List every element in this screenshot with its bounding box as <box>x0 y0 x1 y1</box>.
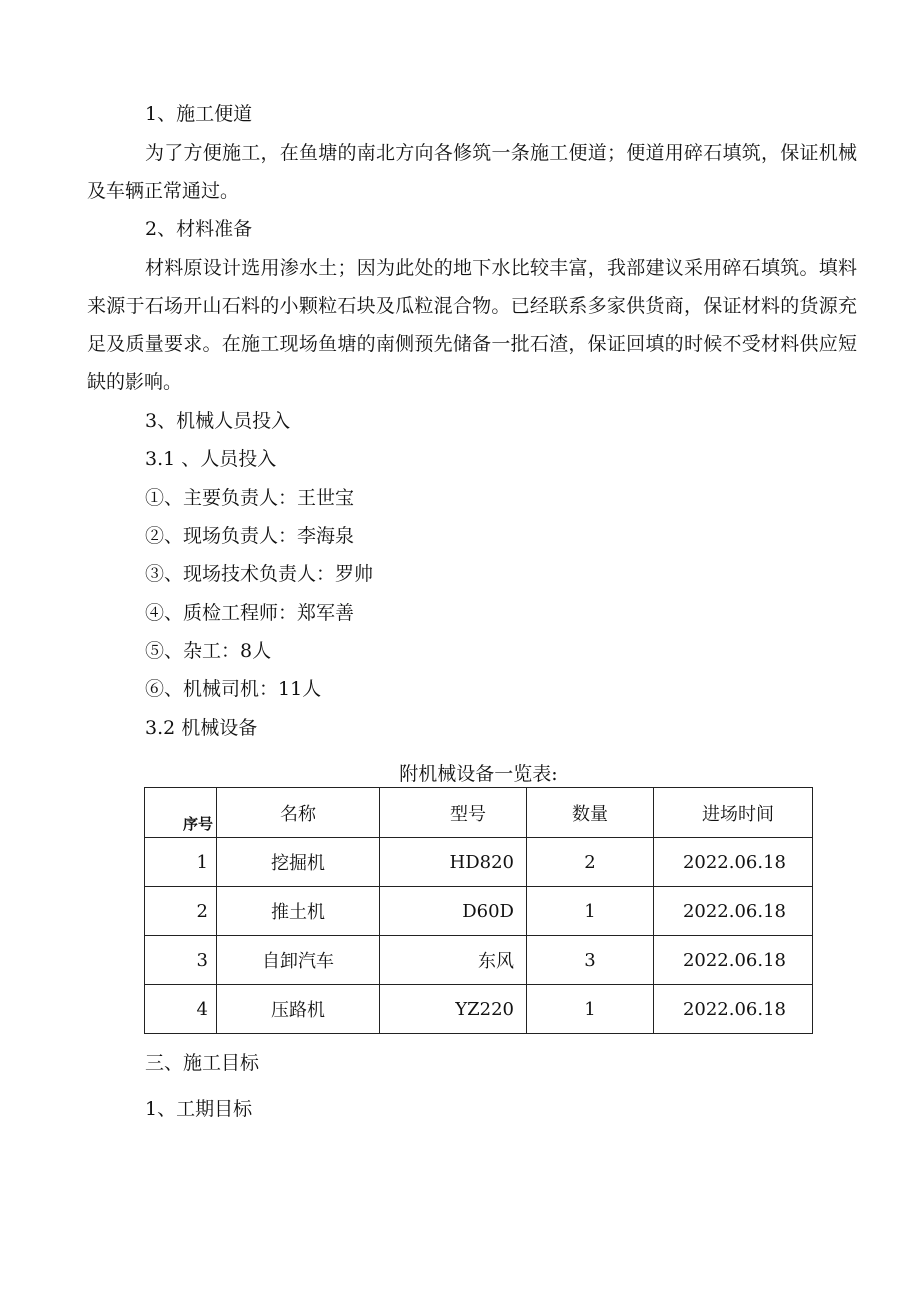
cell-model: 东风 <box>380 936 527 985</box>
cell-no: 2 <box>145 887 217 936</box>
section-heading-machinery-personnel: 3、机械人员投入 <box>145 410 291 432</box>
table-header-row <box>145 788 813 838</box>
cell-date: 2022.06.18 <box>654 887 813 936</box>
subheading-machinery: 3.2 机械设备 <box>145 717 258 739</box>
subheading-schedule-goal: 1、工期目标 <box>145 1098 253 1120</box>
header-cell-model <box>380 788 527 838</box>
cell-qty: 1 <box>527 887 654 936</box>
cell-model: HD820 <box>380 838 527 887</box>
equipment-table <box>144 787 813 1034</box>
cell-name: 挖掘机 <box>217 838 380 887</box>
header-cell-qty: 数量 <box>527 788 654 838</box>
cell-name: 推土机 <box>217 887 380 936</box>
header-no-label: 序号 <box>182 815 213 833</box>
cell-model: YZ220 <box>380 985 527 1034</box>
personnel-item: ④、质检工程师：郑军善 <box>145 602 355 624</box>
personnel-item: ⑥、机械司机：11人 <box>145 678 322 700</box>
cell-name: 自卸汽车 <box>217 936 380 985</box>
cell-qty: 2 <box>527 838 654 887</box>
header-date-label: 进场时间 <box>702 803 774 825</box>
personnel-item: ③、现场技术负责人：罗帅 <box>145 563 374 585</box>
cell-date: 2022.06.18 <box>654 936 813 985</box>
cell-model: D60D <box>380 887 527 936</box>
paragraph-access-road: 为了方便施工，在鱼塘的南北方向各修筑一条施工便道；便道用碎石填筑，保证机械及车辆正常通过。 <box>87 142 857 202</box>
header-cell-no <box>145 788 217 838</box>
table-row <box>145 936 813 985</box>
personnel-item: ⑤、杂工：8人 <box>145 640 272 662</box>
cell-no: 1 <box>145 838 217 887</box>
header-cell-date <box>654 788 813 838</box>
personnel-item: ①、主要负责人：王世宝 <box>145 487 355 509</box>
header-model-label: 型号 <box>450 803 486 825</box>
personnel-item: ②、现场负责人：李海泉 <box>145 525 355 547</box>
section-heading-materials: 2、材料准备 <box>145 218 253 240</box>
table-row <box>145 838 813 887</box>
cell-date: 2022.06.18 <box>654 838 813 887</box>
section-heading-goals: 三、施工目标 <box>145 1052 260 1074</box>
table-row <box>145 985 813 1034</box>
section-heading-access-road: 1、施工便道 <box>145 103 253 125</box>
subheading-personnel: 3.1 、人员投入 <box>145 448 277 470</box>
cell-qty: 1 <box>527 985 654 1034</box>
cell-qty: 3 <box>527 936 654 985</box>
paragraph-materials: 材料原设计选用渗水土；因为此处的地下水比较丰富，我部建议采用碎石填筑。填料来源于石场开山石料的小颗粒石块及瓜粒混合物。已经联系多家供货商，保证材料的货源充足及质量要求。在施工现场鱼塘的南侧预先储备一批石渣，保证回填的时候不受材料供应短缺的影响。 <box>87 257 857 393</box>
cell-no: 3 <box>145 936 217 985</box>
header-cell-name: 名称 <box>217 788 380 838</box>
cell-name: 压路机 <box>217 985 380 1034</box>
cell-no: 4 <box>145 985 217 1034</box>
table-caption: 附机械设备一览表: <box>399 763 558 785</box>
table-row <box>145 887 813 936</box>
cell-date: 2022.06.18 <box>654 985 813 1034</box>
